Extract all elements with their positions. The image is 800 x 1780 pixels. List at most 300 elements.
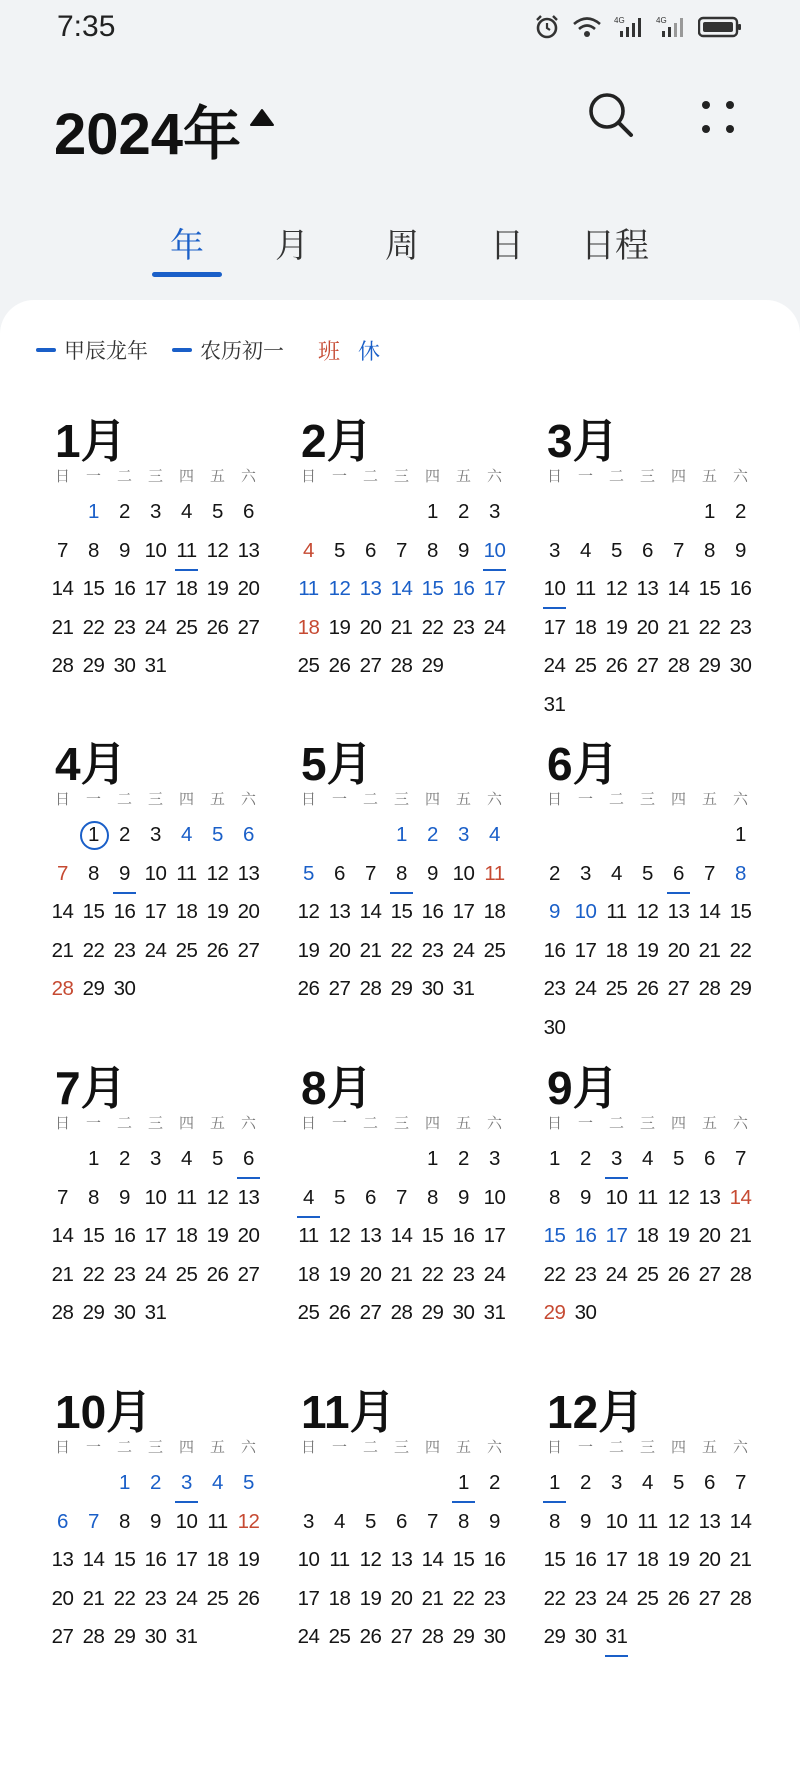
day-cell[interactable]: 15 [390, 900, 413, 923]
day-cell[interactable]: 17 [144, 577, 167, 600]
day-cell[interactable]: 24 [452, 938, 475, 962]
day-cell[interactable]: 5 [212, 1147, 223, 1170]
day-cell[interactable]: 3 [489, 1147, 500, 1170]
day-cell[interactable]: 22 [82, 615, 105, 639]
day-cell[interactable]: 12 [359, 1548, 382, 1571]
day-cell[interactable]: 16 [144, 1548, 167, 1571]
day-cell[interactable]: 26 [328, 654, 351, 677]
day-cell[interactable]: 29 [421, 654, 444, 677]
day-cell[interactable]: 10 [144, 1185, 167, 1209]
day-cell[interactable]: 26 [206, 938, 229, 962]
day-cell[interactable]: 27 [359, 654, 382, 677]
day-cell[interactable]: 16 [421, 900, 444, 923]
day-cell[interactable]: 7 [704, 861, 715, 885]
day-cell[interactable]: 11 [298, 1224, 319, 1247]
day-cell[interactable]: 12 [206, 538, 229, 562]
day-cell[interactable]: 10 [539, 574, 570, 604]
day-cell[interactable]: 15 [421, 577, 444, 600]
day-cell[interactable]: 30 [574, 1301, 597, 1324]
day-cell[interactable]: 10 [483, 1185, 506, 1209]
day-cell[interactable]: 3 [601, 1144, 632, 1174]
day-cell[interactable]: 29 [698, 654, 721, 677]
day-cell[interactable]: 16 [483, 1548, 506, 1571]
year-title[interactable]: 2024年 [54, 102, 242, 167]
day-cell[interactable]: 20 [328, 938, 351, 962]
day-cell[interactable]: 2 [150, 1471, 161, 1494]
day-cell[interactable]: 26 [605, 654, 628, 677]
day-cell[interactable]: 11 [329, 1548, 350, 1571]
day-cell[interactable]: 27 [237, 615, 260, 639]
day-cell[interactable]: 4 [334, 1509, 345, 1533]
day-cell[interactable]: 24 [144, 938, 167, 962]
day-cell[interactable]: 9 [109, 859, 140, 889]
day-cell[interactable]: 13 [359, 577, 382, 600]
day-cell[interactable]: 11 [637, 1185, 658, 1209]
day-cell[interactable]: 12 [636, 900, 659, 923]
day-cell[interactable]: 25 [175, 1262, 198, 1286]
day-cell[interactable]: 3 [458, 823, 469, 846]
day-cell[interactable]: 27 [667, 977, 690, 1000]
day-cell[interactable]: 8 [88, 1185, 99, 1209]
day-cell[interactable]: 21 [82, 1586, 105, 1610]
day-cell[interactable]: 1 [427, 1147, 438, 1170]
day-cell[interactable]: 15 [82, 577, 105, 600]
day-cell[interactable]: 23 [729, 615, 752, 639]
day-cell[interactable]: 27 [698, 1262, 721, 1286]
day-cell[interactable]: 7 [365, 861, 376, 885]
day-cell[interactable]: 8 [386, 859, 417, 889]
day-cell[interactable]: 19 [328, 1262, 351, 1286]
day-cell[interactable]: 31 [144, 1301, 167, 1324]
day-cell[interactable]: 21 [667, 615, 690, 639]
day-cell[interactable]: 1 [88, 500, 99, 523]
day-cell[interactable]: 19 [206, 1224, 229, 1247]
day-cell[interactable]: 11 [606, 900, 627, 923]
day-cell[interactable]: 22 [421, 1262, 444, 1286]
day-cell[interactable]: 10 [144, 861, 167, 885]
month-block[interactable] [539, 1052, 789, 1372]
day-cell[interactable]: 16 [729, 577, 752, 600]
day-cell[interactable]: 23 [452, 615, 475, 639]
day-cell[interactable]: 18 [636, 1548, 659, 1571]
day-cell[interactable]: 29 [113, 1625, 136, 1648]
day-cell[interactable]: 22 [390, 938, 413, 962]
day-cell[interactable]: 14 [51, 900, 74, 923]
day-cell[interactable]: 4 [611, 861, 622, 885]
day-cell[interactable]: 6 [334, 861, 345, 885]
day-cell[interactable]: 13 [328, 900, 351, 923]
day-cell[interactable]: 22 [82, 1262, 105, 1286]
day-cell[interactable]: 17 [297, 1586, 320, 1610]
day-cell[interactable]: 3 [549, 538, 560, 562]
day-cell[interactable]: 5 [673, 1471, 684, 1494]
day-cell[interactable]: 21 [51, 938, 74, 962]
day-cell[interactable]: 17 [574, 938, 597, 962]
day-cell[interactable]: 5 [212, 823, 223, 846]
day-cell[interactable]: 14 [421, 1548, 444, 1571]
day-cell[interactable]: 14 [359, 900, 382, 923]
day-cell[interactable]: 8 [549, 1185, 560, 1209]
day-cell[interactable]: 9 [735, 538, 746, 562]
day-cell[interactable]: 10 [452, 861, 475, 885]
day-cell[interactable]: 18 [297, 615, 320, 639]
day-cell[interactable]: 5 [212, 500, 223, 523]
day-cell[interactable]: 29 [452, 1625, 475, 1648]
day-cell[interactable]: 8 [88, 538, 99, 562]
day-cell[interactable]: 9 [489, 1509, 500, 1533]
day-cell[interactable]: 28 [729, 1586, 752, 1610]
day-cell[interactable]: 7 [57, 861, 68, 885]
day-cell[interactable]: 22 [543, 1262, 566, 1286]
day-cell[interactable]: 31 [601, 1622, 632, 1652]
day-cell[interactable]: 5 [673, 1147, 684, 1170]
day-cell[interactable]: 19 [328, 615, 351, 639]
day-cell[interactable]: 14 [729, 1185, 752, 1209]
day-cell[interactable]: 13 [698, 1185, 721, 1209]
day-cell[interactable]: 1 [119, 1471, 130, 1494]
day-cell[interactable]: 10 [605, 1509, 628, 1533]
day-cell[interactable]: 11 [171, 536, 202, 566]
day-cell[interactable]: 11 [575, 577, 596, 600]
day-cell[interactable]: 8 [458, 1509, 469, 1533]
day-cell[interactable]: 6 [365, 538, 376, 562]
day-cell[interactable]: 2 [580, 1471, 591, 1494]
day-cell[interactable]: 6 [233, 1144, 264, 1174]
day-cell[interactable]: 9 [150, 1509, 161, 1533]
day-cell[interactable]: 30 [113, 977, 136, 1000]
day-cell[interactable]: 15 [543, 1224, 566, 1247]
day-cell[interactable]: 25 [636, 1586, 659, 1610]
day-cell[interactable]: 4 [293, 1183, 324, 1213]
day-cell[interactable]: 17 [452, 900, 475, 923]
day-cell[interactable]: 28 [698, 977, 721, 1000]
day-cell[interactable]: 3 [489, 500, 500, 523]
day-cell[interactable]: 14 [729, 1509, 752, 1533]
day-cell[interactable]: 4 [642, 1147, 653, 1170]
day-cell[interactable]: 25 [605, 977, 628, 1000]
day-cell[interactable]: 1 [704, 500, 715, 523]
day-cell[interactable]: 28 [667, 654, 690, 677]
day-cell[interactable]: 3 [171, 1468, 202, 1498]
day-cell[interactable]: 25 [483, 938, 506, 962]
day-cell[interactable]: 4 [181, 500, 192, 523]
day-cell[interactable]: 25 [175, 938, 198, 962]
day-cell[interactable]: 16 [113, 900, 136, 923]
day-cell[interactable]: 19 [237, 1548, 260, 1571]
month-block[interactable] [47, 405, 297, 725]
day-cell[interactable]: 14 [390, 1224, 413, 1247]
day-cell[interactable]: 25 [175, 615, 198, 639]
day-cell[interactable]: 24 [483, 1262, 506, 1286]
day-cell[interactable]: 13 [237, 538, 260, 562]
day-cell[interactable]: 11 [207, 1509, 228, 1533]
day-cell[interactable]: 21 [729, 1548, 752, 1571]
day-cell[interactable]: 8 [704, 538, 715, 562]
day-cell[interactable]: 31 [543, 692, 566, 716]
day-cell[interactable]: 21 [421, 1586, 444, 1610]
day-cell[interactable]: 28 [51, 654, 74, 677]
day-cell[interactable]: 27 [237, 1262, 260, 1286]
day-cell[interactable]: 26 [328, 1301, 351, 1324]
day-cell[interactable]: 6 [642, 538, 653, 562]
day-cell[interactable]: 8 [119, 1509, 130, 1533]
day-cell[interactable]: 20 [51, 1586, 74, 1610]
day-cell[interactable]: 12 [328, 1224, 351, 1247]
day-cell[interactable]: 31 [144, 654, 167, 677]
day-cell[interactable]: 9 [458, 1185, 469, 1209]
day-cell[interactable]: 25 [636, 1262, 659, 1286]
day-cell[interactable]: 4 [303, 538, 314, 562]
day-cell[interactable]: 19 [667, 1224, 690, 1247]
day-cell[interactable]: 10 [297, 1548, 320, 1571]
day-cell[interactable]: 6 [365, 1185, 376, 1209]
day-cell[interactable]: 27 [51, 1625, 74, 1648]
day-cell[interactable]: 15 [421, 1224, 444, 1247]
day-cell[interactable]: 30 [729, 654, 752, 677]
day-cell[interactable]: 5 [642, 861, 653, 885]
day-cell[interactable]: 23 [452, 1262, 475, 1286]
month-block[interactable] [539, 728, 789, 1048]
day-cell[interactable]: 18 [206, 1548, 229, 1571]
day-cell[interactable]: 19 [359, 1586, 382, 1610]
tab-week[interactable]: 周 [385, 227, 419, 265]
day-cell[interactable]: 4 [489, 823, 500, 846]
day-cell[interactable]: 12 [328, 577, 351, 600]
day-cell[interactable]: 26 [636, 977, 659, 1000]
day-cell[interactable]: 9 [119, 1185, 130, 1209]
day-cell[interactable]: 3 [303, 1509, 314, 1533]
day-cell[interactable]: 29 [421, 1301, 444, 1324]
search-icon[interactable] [585, 89, 637, 141]
day-cell[interactable]: 9 [119, 538, 130, 562]
day-cell[interactable]: 7 [57, 1185, 68, 1209]
day-cell[interactable]: 9 [458, 538, 469, 562]
day-cell[interactable]: 29 [82, 977, 105, 1000]
day-cell[interactable]: 13 [51, 1548, 74, 1571]
day-cell[interactable]: 2 [735, 500, 746, 523]
tab-day[interactable]: 日 [490, 227, 524, 265]
day-cell[interactable]: 15 [113, 1548, 136, 1571]
day-cell[interactable]: 23 [574, 1262, 597, 1286]
day-cell[interactable]: 18 [328, 1586, 351, 1610]
day-cell[interactable]: 12 [605, 577, 628, 600]
day-cell[interactable]: 6 [704, 1471, 715, 1494]
day-cell[interactable]: 17 [175, 1548, 198, 1571]
day-cell[interactable]: 10 [574, 900, 597, 923]
day-cell[interactable]: 15 [543, 1548, 566, 1571]
day-cell[interactable]: 31 [483, 1301, 506, 1324]
day-cell[interactable]: 16 [452, 577, 475, 600]
day-cell[interactable]: 23 [543, 977, 566, 1000]
day-cell[interactable]: 21 [729, 1224, 752, 1247]
day-cell[interactable]: 24 [483, 615, 506, 639]
day-cell[interactable]: 21 [51, 615, 74, 639]
day-cell[interactable]: 2 [458, 500, 469, 523]
day-cell[interactable]: 7 [735, 1471, 746, 1494]
day-cell[interactable]: 1 [396, 823, 407, 846]
day-cell[interactable]: 13 [698, 1509, 721, 1533]
day-cell[interactable]: 9 [427, 861, 438, 885]
day-cell[interactable]: 29 [82, 654, 105, 677]
day-cell[interactable]: 26 [237, 1586, 260, 1610]
day-cell[interactable]: 15 [729, 900, 752, 923]
day-cell[interactable]: 30 [421, 977, 444, 1000]
day-cell[interactable]: 2 [119, 823, 130, 846]
day-cell[interactable]: 24 [605, 1262, 628, 1286]
day-cell[interactable]: 11 [637, 1509, 658, 1533]
day-cell[interactable]: 20 [359, 615, 382, 639]
month-block[interactable] [293, 1052, 543, 1372]
day-cell[interactable]: 10 [605, 1185, 628, 1209]
day-cell[interactable]: 20 [237, 1224, 260, 1247]
day-cell[interactable]: 20 [667, 938, 690, 962]
day-cell[interactable]: 21 [698, 938, 721, 962]
day-cell[interactable]: 7 [57, 538, 68, 562]
day-cell[interactable]: 7 [88, 1509, 99, 1533]
day-cell-today[interactable]: 1 [78, 820, 109, 850]
month-block[interactable] [293, 728, 543, 1048]
day-cell[interactable]: 23 [113, 938, 136, 962]
day-cell[interactable]: 25 [297, 654, 320, 677]
day-cell[interactable]: 16 [574, 1224, 597, 1247]
day-cell[interactable]: 27 [328, 977, 351, 1000]
day-cell[interactable]: 5 [303, 861, 314, 885]
day-cell[interactable]: 22 [113, 1586, 136, 1610]
day-cell[interactable]: 4 [181, 1147, 192, 1170]
day-cell[interactable]: 18 [605, 938, 628, 962]
day-cell[interactable]: 30 [113, 1301, 136, 1324]
tab-schedule[interactable]: 日程 [581, 227, 649, 265]
day-cell[interactable]: 26 [297, 977, 320, 1000]
day-cell[interactable]: 19 [206, 577, 229, 600]
more-options-icon[interactable] [694, 93, 742, 141]
day-cell[interactable]: 2 [427, 823, 438, 846]
day-cell[interactable]: 18 [175, 900, 198, 923]
day-cell[interactable]: 19 [636, 938, 659, 962]
month-block[interactable] [539, 405, 789, 725]
day-cell[interactable]: 2 [580, 1147, 591, 1170]
day-cell[interactable]: 12 [237, 1509, 260, 1533]
day-cell[interactable]: 2 [119, 1147, 130, 1170]
day-cell[interactable]: 28 [51, 977, 74, 1000]
day-cell[interactable]: 17 [543, 615, 566, 639]
day-cell[interactable]: 23 [113, 615, 136, 639]
day-cell[interactable]: 2 [489, 1471, 500, 1494]
day-cell[interactable]: 18 [297, 1262, 320, 1286]
day-cell[interactable]: 26 [667, 1262, 690, 1286]
month-block[interactable] [539, 1376, 789, 1696]
day-cell[interactable]: 22 [452, 1586, 475, 1610]
day-cell[interactable]: 21 [390, 1262, 413, 1286]
day-cell[interactable]: 23 [421, 938, 444, 962]
day-cell[interactable]: 23 [113, 1262, 136, 1286]
day-cell[interactable]: 31 [175, 1625, 198, 1648]
day-cell[interactable]: 9 [549, 900, 560, 923]
day-cell[interactable]: 29 [390, 977, 413, 1000]
day-cell[interactable]: 28 [51, 1301, 74, 1324]
day-cell[interactable]: 20 [636, 615, 659, 639]
day-cell[interactable]: 28 [390, 1301, 413, 1324]
day-cell[interactable]: 4 [181, 823, 192, 846]
day-cell[interactable]: 16 [113, 1224, 136, 1247]
day-cell[interactable]: 28 [729, 1262, 752, 1286]
day-cell[interactable]: 1 [735, 823, 746, 846]
day-cell[interactable]: 6 [243, 823, 254, 846]
day-cell[interactable]: 23 [483, 1586, 506, 1610]
day-cell[interactable]: 5 [611, 538, 622, 562]
day-cell[interactable]: 15 [452, 1548, 475, 1571]
day-cell[interactable]: 27 [390, 1625, 413, 1648]
day-cell[interactable]: 26 [206, 1262, 229, 1286]
day-cell[interactable]: 30 [483, 1625, 506, 1648]
day-cell[interactable]: 8 [427, 1185, 438, 1209]
day-cell[interactable]: 5 [334, 538, 345, 562]
day-cell[interactable]: 30 [113, 654, 136, 677]
day-cell[interactable]: 3 [150, 823, 161, 846]
day-cell[interactable]: 1 [88, 1147, 99, 1170]
day-cell[interactable]: 6 [57, 1509, 68, 1533]
day-cell[interactable]: 22 [82, 938, 105, 962]
day-cell[interactable]: 1 [448, 1468, 479, 1498]
day-cell[interactable]: 30 [144, 1625, 167, 1648]
day-cell[interactable]: 19 [297, 938, 320, 962]
day-cell[interactable]: 24 [574, 977, 597, 1000]
day-cell[interactable]: 2 [458, 1147, 469, 1170]
day-cell[interactable]: 26 [667, 1586, 690, 1610]
day-cell[interactable]: 7 [396, 1185, 407, 1209]
day-cell[interactable]: 24 [175, 1586, 198, 1610]
day-cell[interactable]: 25 [297, 1301, 320, 1324]
day-cell[interactable]: 22 [421, 615, 444, 639]
day-cell[interactable]: 15 [82, 900, 105, 923]
day-cell[interactable]: 18 [636, 1224, 659, 1247]
day-cell[interactable]: 23 [144, 1586, 167, 1610]
day-cell[interactable]: 28 [82, 1625, 105, 1648]
day-cell[interactable]: 17 [605, 1548, 628, 1571]
day-cell[interactable]: 12 [297, 900, 320, 923]
day-cell[interactable]: 14 [698, 900, 721, 923]
month-block[interactable] [293, 405, 543, 725]
day-cell[interactable]: 30 [452, 1301, 475, 1324]
day-cell[interactable]: 2 [549, 861, 560, 885]
day-cell[interactable]: 27 [359, 1301, 382, 1324]
day-cell[interactable]: 7 [735, 1147, 746, 1170]
month-block[interactable] [293, 1376, 543, 1696]
tab-month[interactable]: 月 [275, 227, 309, 265]
day-cell[interactable]: 21 [390, 615, 413, 639]
day-cell[interactable]: 18 [483, 900, 506, 923]
day-cell[interactable]: 5 [334, 1185, 345, 1209]
day-cell[interactable]: 12 [667, 1509, 690, 1533]
day-cell[interactable]: 5 [365, 1509, 376, 1533]
day-cell[interactable]: 6 [704, 1147, 715, 1170]
day-cell[interactable]: 17 [483, 577, 506, 600]
day-cell[interactable]: 15 [82, 1224, 105, 1247]
day-cell[interactable]: 8 [427, 538, 438, 562]
day-cell[interactable]: 24 [144, 615, 167, 639]
day-cell[interactable]: 7 [673, 538, 684, 562]
day-cell[interactable]: 12 [667, 1185, 690, 1209]
day-cell[interactable]: 11 [176, 1185, 197, 1209]
day-cell[interactable]: 19 [206, 900, 229, 923]
day-cell[interactable]: 11 [176, 861, 197, 885]
day-cell[interactable]: 3 [611, 1471, 622, 1494]
day-cell[interactable]: 13 [636, 577, 659, 600]
day-cell[interactable]: 23 [574, 1586, 597, 1610]
day-cell[interactable]: 17 [483, 1224, 506, 1247]
day-cell[interactable]: 17 [144, 900, 167, 923]
day-cell[interactable]: 27 [237, 938, 260, 962]
